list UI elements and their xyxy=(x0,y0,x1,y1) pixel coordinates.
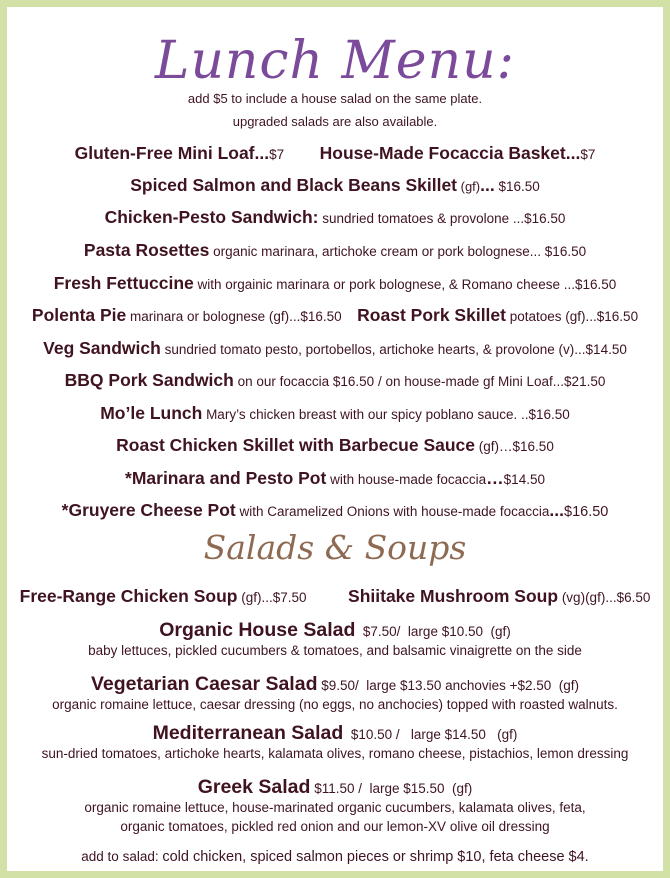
item-name: Roast Pork Skillet xyxy=(357,305,506,325)
item-name: *Marinara and Pesto Pot xyxy=(125,468,327,488)
caesar-salad-desc: organic romaine lettuce, caesar dressing (no eggs, no anchocies) topped with roasted walnuts. xyxy=(52,697,618,712)
upgrade-note: upgraded salads are also available. xyxy=(232,114,438,129)
menu-row-fettuccine xyxy=(7,273,663,294)
menu-row-marinara-pot xyxy=(7,468,663,489)
addon-text: cold chicken, spiced salmon pieces or shrimp $10, feta cheese $4. xyxy=(162,849,589,865)
item-name: Free-Range Chicken Soup xyxy=(19,586,238,606)
item-name: BBQ Pork Sandwich xyxy=(64,370,234,390)
house-salad-desc: baby lettuces, pickled cucumbers & tomatoes, and balsamic vinaigrette on the side xyxy=(88,643,582,658)
item-desc: sundried tomatoes & provolone ...$16.50 xyxy=(318,211,566,226)
menu-row-salmon xyxy=(7,175,663,196)
item-name: Vegetarian Caesar Salad xyxy=(90,673,318,695)
menu-row-caesar-salad xyxy=(7,673,663,696)
menu-row-veg-sandwich xyxy=(7,338,663,359)
greek-salad-desc-line2: organic tomatoes, pickled red onion and our lemon-XV olive oil dressing xyxy=(120,819,550,834)
item-price: $7 xyxy=(580,147,596,162)
mediterranean-salad-desc: sun-dried tomatoes, artichoke hearts, kalamata olives, romano cheese, pistachios, lemon dressing xyxy=(41,746,629,761)
menu-row-chicken-skillet xyxy=(7,435,663,456)
item-desc: organic marinara, artichoke cream or pork bolognese... $16.50 xyxy=(209,244,587,259)
menu-row-mole xyxy=(7,403,663,424)
menu-row-polenta-pork xyxy=(7,305,663,326)
item-dots: ... xyxy=(480,175,495,195)
menu-row-gruyere-pot xyxy=(7,500,663,521)
section-title-salads-soups: Salads & Soups xyxy=(203,528,467,567)
item-price: $14.50 xyxy=(503,472,545,487)
item-name: Polenta Pie xyxy=(31,305,127,325)
item-name: Roast Chicken Skillet with Barbecue Sauce xyxy=(116,435,476,455)
menu-row-greek-salad xyxy=(7,776,663,799)
item-dots: ... xyxy=(549,500,564,520)
item-price: $16.50 xyxy=(564,504,609,520)
item-name: Organic House Salad xyxy=(159,619,356,641)
menu-row-chicken-pesto xyxy=(7,207,663,228)
item-desc: marinara or bolognese (gf)...$16.50 xyxy=(126,309,342,324)
item-price: $11.50 / large $15.50 (gf) xyxy=(310,781,473,796)
item-name: Mediterranean Salad xyxy=(152,722,344,744)
item-price: $7.50/ large $10.50 (gf) xyxy=(355,624,511,639)
item-price: $16.50 xyxy=(494,179,540,194)
item-desc: with orgainic marinara or pork bolognese, & Romano cheese ...$16.50 xyxy=(193,277,617,292)
menu-row-house-salad xyxy=(7,619,663,642)
menu-row-soups xyxy=(7,586,663,607)
menu-title: Lunch Menu: xyxy=(154,31,516,91)
item-name: Fresh Fettuccine xyxy=(53,273,194,293)
item-name: Veg Sandwich xyxy=(43,338,161,358)
item-name: Chicken-Pesto Sandwich: xyxy=(104,207,319,227)
item-desc: with Caramelized Onions with house-made focaccia xyxy=(235,504,550,519)
item-desc: Mary’s chicken breast with our spicy poblano sauce. ..$16.50 xyxy=(202,407,570,422)
item-price: $9.50/ large $13.50 anchovies +$2.50 (gf) xyxy=(317,678,580,693)
item-desc: potatoes (gf)...$16.50 xyxy=(505,309,639,324)
item-price: $7 xyxy=(269,147,285,162)
item-name: House-Made Focaccia Basket... xyxy=(319,143,581,163)
menu-page xyxy=(7,7,663,871)
menu-row-mediterranean-salad xyxy=(7,722,663,745)
item-name: Gluten-Free Mini Loaf... xyxy=(74,143,270,163)
item-desc: (vg)(gf)...$6.50 xyxy=(558,590,651,605)
menu-row-bbq-pork xyxy=(7,370,663,391)
item-desc: sundried tomato pesto, portobellos, artichoke hearts, & provolone (v)...$14.50 xyxy=(160,342,627,357)
item-name: Spiced Salmon and Black Beans Skillet xyxy=(130,175,458,195)
addon-label: add to salad: xyxy=(81,849,163,864)
item-tag: (gf) xyxy=(457,179,481,194)
item-dots: … xyxy=(486,468,504,488)
greek-salad-desc-line1: organic romaine lettuce, house-marinated organic cucumbers, kalamata olives, feta, xyxy=(84,800,586,815)
item-desc: (gf)...$7.50 xyxy=(237,590,307,605)
item-desc: with house-made focaccia xyxy=(326,472,487,487)
item-name: Shiitake Mushroom Soup xyxy=(348,586,559,606)
salad-addon-note: add $5 to include a house salad on the same plate. xyxy=(187,91,483,106)
salad-addons xyxy=(7,849,663,865)
item-name: *Gruyere Cheese Pot xyxy=(61,500,236,520)
item-price: $10.50 / large $14.50 (gf) xyxy=(343,727,518,742)
item-name: Mo’le Lunch xyxy=(100,403,203,423)
menu-row-pasta-rosettes xyxy=(7,240,663,261)
item-desc: on our focaccia $16.50 / on house-made gf Mini Loaf...$21.50 xyxy=(233,374,606,389)
menu-row-breads xyxy=(7,143,663,164)
item-desc: (gf)…$16.50 xyxy=(475,439,554,454)
item-name: Pasta Rosettes xyxy=(83,240,210,260)
item-name: Greek Salad xyxy=(197,776,311,798)
